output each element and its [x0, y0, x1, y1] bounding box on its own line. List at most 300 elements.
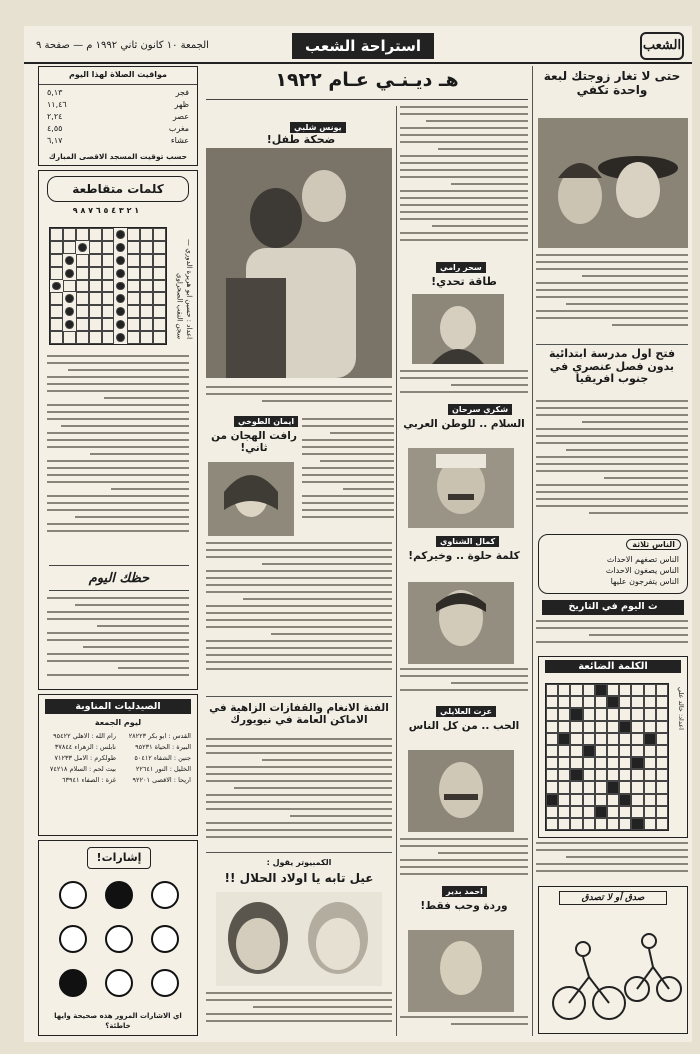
- prayer-row: مغرب ٤,٥٥: [47, 123, 189, 133]
- lost-word-cell[interactable]: [644, 721, 656, 733]
- lost-word-cell[interactable]: [644, 757, 656, 769]
- crossword-cell[interactable]: [50, 228, 63, 241]
- article-text: [400, 1016, 528, 1036]
- article-text: [536, 254, 688, 340]
- crossword-cell[interactable]: [50, 267, 63, 280]
- lost-word-cell[interactable]: [570, 708, 582, 720]
- crossword-cell[interactable]: [76, 305, 89, 318]
- crossword-cell[interactable]: [50, 241, 63, 254]
- lost-word-cell[interactable]: [607, 733, 619, 745]
- lost-word-cell[interactable]: [619, 769, 631, 781]
- lost-word-cell[interactable]: [619, 696, 631, 708]
- crossword-cell[interactable]: [102, 254, 115, 267]
- crossword-cell[interactable]: [116, 320, 125, 329]
- column-title: السلام .. للوطن العربي: [403, 418, 525, 430]
- crossword-cell[interactable]: [127, 228, 140, 241]
- lost-word-cell[interactable]: [656, 721, 668, 733]
- lost-word-cell[interactable]: [570, 696, 582, 708]
- crossword-cell[interactable]: [140, 254, 153, 267]
- lost-word-cell[interactable]: [644, 794, 656, 806]
- crossword-cell[interactable]: [116, 269, 125, 278]
- section-title: استراحة الشعب: [292, 33, 434, 59]
- lost-word-cell[interactable]: [607, 781, 619, 793]
- crossword-cell[interactable]: [63, 241, 76, 254]
- traffic-sign-icon: [151, 925, 179, 953]
- lost-word-cell[interactable]: [656, 733, 668, 745]
- lost-word-cell[interactable]: [644, 818, 656, 830]
- lost-word-cell[interactable]: [595, 806, 607, 818]
- crossword-cell[interactable]: [76, 292, 89, 305]
- crossword-cell[interactable]: [89, 228, 102, 241]
- lost-word-cell[interactable]: [546, 757, 558, 769]
- crossword-grid: [49, 227, 167, 345]
- lost-word-cell[interactable]: [570, 794, 582, 806]
- lost-word-cell[interactable]: [558, 769, 570, 781]
- lost-word-cell[interactable]: [583, 818, 595, 830]
- crossword-cell[interactable]: [50, 318, 63, 331]
- crossword-cell[interactable]: [78, 243, 87, 252]
- column-author: سحر رامي: [436, 262, 486, 273]
- crossword-cell[interactable]: [102, 331, 115, 344]
- column-title: الحب .. من كل الناس: [408, 720, 520, 732]
- prayer-footer: حسب توقيت المسجد الاقصى المبارك: [48, 151, 188, 161]
- crossword-cell[interactable]: [127, 254, 140, 267]
- lost-word-cell[interactable]: [631, 806, 643, 818]
- crossword-cell[interactable]: [102, 318, 115, 331]
- crossword-cell[interactable]: [63, 331, 76, 344]
- lost-word-cell[interactable]: [595, 781, 607, 793]
- signs-footer: اي الاشارات المرور هذه صحيحة وايها خاطئة؟: [54, 1012, 182, 1030]
- lost-word-cell[interactable]: [644, 769, 656, 781]
- lost-word-cell[interactable]: [583, 794, 595, 806]
- crossword-cell[interactable]: [65, 320, 74, 329]
- crossword-box: [38, 170, 198, 690]
- column-photo: [412, 294, 504, 364]
- newspaper-page: [24, 26, 692, 1042]
- lost-word-cell[interactable]: [583, 806, 595, 818]
- crossword-cell[interactable]: [140, 292, 153, 305]
- lost-word-cell[interactable]: [558, 708, 570, 720]
- crossword-cell[interactable]: [140, 318, 153, 331]
- lost-word-cell[interactable]: [631, 733, 643, 745]
- lost-word-cell[interactable]: [570, 806, 582, 818]
- trends-text: [206, 738, 392, 848]
- lost-word-cell[interactable]: [631, 708, 643, 720]
- article-text: [400, 838, 528, 882]
- crossword-cell[interactable]: [102, 305, 115, 318]
- crossword-cell[interactable]: [89, 331, 102, 344]
- column-author: شكري سرحان: [448, 404, 512, 415]
- crossword-cell[interactable]: [50, 331, 63, 344]
- lost-word-clues: [536, 842, 688, 880]
- traffic-sign-icon: [59, 925, 87, 953]
- issue-date: الجمعة ١٠ كانون ثاني ١٩٩٢ م — صفحة ٩: [36, 40, 209, 51]
- crossword-cell[interactable]: [76, 228, 89, 241]
- lost-word-cell[interactable]: [644, 733, 656, 745]
- pharmacy-item: غزة : الصفاء ٦٣٩٤١: [62, 776, 116, 785]
- lost-word-cell[interactable]: [558, 684, 570, 696]
- lost-word-cell[interactable]: [570, 684, 582, 696]
- crossword-cell[interactable]: [50, 292, 63, 305]
- lost-word-cell[interactable]: [595, 733, 607, 745]
- lost-word-cell[interactable]: [619, 794, 631, 806]
- horoscope-title: حظك اليوم: [49, 565, 189, 591]
- traffic-sign-icon: [59, 881, 87, 909]
- crossword-cell[interactable]: [153, 318, 166, 331]
- lost-word-cell[interactable]: [546, 769, 558, 781]
- traffic-sign-icon: [105, 925, 133, 953]
- lost-word-cell[interactable]: [607, 794, 619, 806]
- crossword-cell[interactable]: [116, 243, 125, 252]
- lost-word-cell[interactable]: [631, 745, 643, 757]
- crossword-cell[interactable]: [102, 228, 115, 241]
- lost-word-cell[interactable]: [570, 769, 582, 781]
- crossword-credit: اعداد : حسين ابو هريرة الدوري — سجن النقب الصحراوي: [175, 238, 193, 339]
- prayer-title: مواقيت الصلاة لهذا اليوم: [39, 67, 197, 85]
- lost-word-cell[interactable]: [619, 818, 631, 830]
- traffic-sign-icon: [105, 969, 133, 997]
- crossword-cell[interactable]: [140, 331, 153, 344]
- lost-word-cell[interactable]: [644, 781, 656, 793]
- lost-word-cell[interactable]: [607, 769, 619, 781]
- crossword-cell[interactable]: [153, 267, 166, 280]
- prayer-times-box: [38, 66, 198, 166]
- lost-word-cell[interactable]: [607, 745, 619, 757]
- crossword-cell[interactable]: [153, 228, 166, 241]
- lost-word-cell[interactable]: [546, 733, 558, 745]
- lost-word-cell[interactable]: [631, 818, 643, 830]
- crossword-cell[interactable]: [76, 318, 89, 331]
- crossword-cell[interactable]: [89, 280, 102, 293]
- lost-word-cell[interactable]: [656, 757, 668, 769]
- page-header: [24, 26, 692, 64]
- signs-title: إشارات!: [87, 847, 151, 869]
- lost-word-cell[interactable]: [656, 806, 668, 818]
- crossword-cell[interactable]: [127, 331, 140, 344]
- crossword-cell[interactable]: [153, 280, 166, 293]
- lost-word-cell[interactable]: [583, 745, 595, 757]
- quote-line: الناس يصغون الاحداث: [605, 566, 679, 575]
- crossword-cell[interactable]: [140, 241, 153, 254]
- crossword-cell[interactable]: [102, 267, 115, 280]
- pharmacy-item: رام الله : الاهلي ٩٥٤٢٢: [53, 731, 116, 740]
- quote-box: [538, 534, 688, 594]
- lost-word-cell[interactable]: [583, 781, 595, 793]
- lost-word-cell[interactable]: [656, 684, 668, 696]
- crossword-cell[interactable]: [89, 267, 102, 280]
- lost-word-cell[interactable]: [558, 806, 570, 818]
- column-photo: [408, 750, 514, 832]
- crossword-cell[interactable]: [127, 280, 140, 293]
- lost-word-cell[interactable]: [583, 757, 595, 769]
- lost-word-cell[interactable]: [631, 721, 643, 733]
- crossword-cell[interactable]: [127, 267, 140, 280]
- lost-word-cell[interactable]: [558, 745, 570, 757]
- column-photo: [408, 930, 514, 1012]
- signs-box: [38, 840, 198, 1036]
- crossword-column-numbers: ١ ٢ ٣ ٤ ٥ ٦ ٧ ٨ ٩: [72, 206, 140, 215]
- lost-word-cell[interactable]: [570, 733, 582, 745]
- lost-word-cell[interactable]: [656, 696, 668, 708]
- quote-label: الناس ثلاثة: [626, 539, 681, 550]
- quote-line: الناس يتفرجون عليها: [610, 577, 679, 586]
- crossword-cell[interactable]: [76, 254, 89, 267]
- crossword-cell[interactable]: [127, 292, 140, 305]
- lost-word-cell[interactable]: [558, 781, 570, 793]
- lost-word-cell[interactable]: [619, 733, 631, 745]
- lost-word-grid: [545, 683, 669, 831]
- crossword-cell[interactable]: [102, 280, 115, 293]
- article-text: [206, 386, 392, 412]
- crossword-cell[interactable]: [140, 280, 153, 293]
- crossword-cell[interactable]: [127, 305, 140, 318]
- lost-word-cell[interactable]: [607, 708, 619, 720]
- crossword-cell[interactable]: [153, 292, 166, 305]
- lost-word-cell[interactable]: [631, 781, 643, 793]
- lost-word-cell[interactable]: [644, 696, 656, 708]
- couple-photo: [538, 118, 688, 248]
- crossword-cell[interactable]: [76, 267, 89, 280]
- computer-kicker: الكمبيوتر يقول :: [266, 858, 332, 867]
- lost-word-cell[interactable]: [607, 757, 619, 769]
- lost-word-cell[interactable]: [644, 684, 656, 696]
- crossword-cell[interactable]: [89, 292, 102, 305]
- lost-word-cell[interactable]: [546, 794, 558, 806]
- computer-headline: عيل تابه يا اولاد الحلال !!: [224, 871, 374, 885]
- crossword-title: كلمات متقاطعة: [47, 176, 189, 202]
- lost-word-cell[interactable]: [607, 696, 619, 708]
- lost-word-cell[interactable]: [583, 684, 595, 696]
- crossword-cell[interactable]: [116, 282, 125, 291]
- crossword-cell[interactable]: [102, 241, 115, 254]
- article-text: [206, 542, 392, 692]
- crossword-cell[interactable]: [89, 241, 102, 254]
- crossword-cell[interactable]: [89, 305, 102, 318]
- lost-word-cell[interactable]: [631, 794, 643, 806]
- lost-word-cell[interactable]: [546, 781, 558, 793]
- pharmacies-subtitle: ليوم الجمعة: [94, 718, 142, 727]
- pharmacy-item: الخليل : النور ٢٢٦٤١: [135, 764, 191, 773]
- pharmacy-item: البيرة : الحياة ٩٥٢٣١: [135, 742, 191, 751]
- pharmacy-item: بيت لحم : السلام ٧٤٢١٨: [49, 764, 116, 773]
- pharmacies-box: [38, 694, 198, 836]
- lost-word-cell[interactable]: [546, 818, 558, 830]
- article-text: [400, 668, 528, 698]
- quote-line: الناس تصغهم الاحداث: [606, 555, 679, 564]
- pharmacies-title: الصيدليات المناوبة: [45, 699, 191, 714]
- cyclists-cartoon-icon: [539, 911, 688, 1031]
- column-title: طاقة تحدي!: [431, 275, 497, 288]
- traffic-sign-icon: [151, 969, 179, 997]
- lost-word-cell[interactable]: [558, 696, 570, 708]
- lost-word-cell[interactable]: [570, 757, 582, 769]
- school-headline: فتح اول مدرسة ابتدائية بدون فصل عنصري في جنوب افريقيا: [548, 347, 676, 386]
- lost-word-cell[interactable]: [656, 745, 668, 757]
- column-photo: [408, 448, 514, 528]
- lost-word-cell[interactable]: [558, 794, 570, 806]
- prayer-list: [39, 85, 197, 151]
- computer-text: [206, 992, 392, 1032]
- main-photo-title: ضحكة طفل!: [266, 133, 336, 146]
- crossword-cell[interactable]: [153, 241, 166, 254]
- crossword-cell[interactable]: [65, 269, 74, 278]
- pharmacy-item: اريحا : الاقصى ٩٢٢٠١: [132, 776, 191, 785]
- lost-word-cell[interactable]: [546, 745, 558, 757]
- crossword-cell[interactable]: [76, 331, 89, 344]
- lost-word-cell[interactable]: [595, 721, 607, 733]
- lost-word-cell[interactable]: [595, 696, 607, 708]
- history-title: ث اليوم في التاريخ: [542, 600, 684, 615]
- newspaper-logo: الشعب: [640, 32, 684, 60]
- lost-word-cell[interactable]: [631, 696, 643, 708]
- trends-headline: الفنة الانغام والقفازات الزاهية في الاماكن العامة في نيويورك: [209, 702, 389, 727]
- lost-word-cell[interactable]: [583, 769, 595, 781]
- lost-word-cell[interactable]: [546, 708, 558, 720]
- lost-word-cell[interactable]: [558, 721, 570, 733]
- lost-word-cell[interactable]: [656, 818, 668, 830]
- pharmacy-item: نابلس : الزهراء ٣٧٨٤٤: [54, 742, 116, 751]
- lost-word-cell[interactable]: [595, 769, 607, 781]
- school-text: [536, 400, 688, 530]
- children-photos: [216, 892, 382, 986]
- lost-word-cell[interactable]: [644, 806, 656, 818]
- lost-word-cell[interactable]: [595, 818, 607, 830]
- lost-word-cell[interactable]: [656, 781, 668, 793]
- lost-word-cell[interactable]: [558, 818, 570, 830]
- lost-word-cell[interactable]: [631, 684, 643, 696]
- column-title: رافت الهجان من ثاني!: [211, 430, 297, 455]
- crossword-clues: [47, 355, 189, 555]
- crossword-cell[interactable]: [127, 318, 140, 331]
- crossword-cell[interactable]: [153, 331, 166, 344]
- lost-word-cell[interactable]: [619, 781, 631, 793]
- column-text: [400, 370, 528, 400]
- pharmacy-item: جنين : الشفاء ٥٠٤١٢: [134, 753, 191, 762]
- crossword-cell[interactable]: [52, 282, 61, 291]
- lost-word-cell[interactable]: [595, 708, 607, 720]
- lost-word-cell[interactable]: [619, 806, 631, 818]
- crossword-cell[interactable]: [63, 280, 76, 293]
- crossword-cell[interactable]: [140, 305, 153, 318]
- lost-word-cell[interactable]: [607, 684, 619, 696]
- traffic-sign-icon: [105, 881, 133, 909]
- crossword-cell[interactable]: [127, 241, 140, 254]
- lost-word-cell[interactable]: [631, 769, 643, 781]
- lost-word-cell[interactable]: [546, 721, 558, 733]
- crossword-cell[interactable]: [102, 292, 115, 305]
- crossword-cell[interactable]: [65, 256, 74, 265]
- column-title: وردة وحب فقط!: [420, 900, 508, 912]
- lost-word-cell[interactable]: [570, 818, 582, 830]
- column-photo: [408, 582, 514, 664]
- crossword-cell[interactable]: [116, 307, 125, 316]
- prayer-row: فجر ٥,١٣: [47, 87, 189, 97]
- lost-word-cell[interactable]: [583, 721, 595, 733]
- pharmacy-item: القدس : ابو بكر ٢٨٢٢٣: [128, 731, 191, 740]
- horoscope-text: [47, 597, 189, 685]
- lost-word-cell[interactable]: [595, 757, 607, 769]
- traffic-sign-icon: [59, 969, 87, 997]
- crossword-cell[interactable]: [89, 318, 102, 331]
- lost-word-cell[interactable]: [558, 757, 570, 769]
- lost-word-cell[interactable]: [558, 733, 570, 745]
- lost-word-cell[interactable]: [656, 708, 668, 720]
- lost-word-cell[interactable]: [583, 708, 595, 720]
- pharmacies-list: [39, 729, 197, 787]
- traffic-sign-icon: [151, 881, 179, 909]
- lost-word-cell[interactable]: [546, 806, 558, 818]
- lost-word-cell[interactable]: [619, 757, 631, 769]
- lost-word-box: [538, 656, 688, 838]
- cartoon-box: [538, 886, 688, 1034]
- lost-word-cell[interactable]: [644, 745, 656, 757]
- lost-word-cell[interactable]: [607, 818, 619, 830]
- column-author: عزت العلايلي: [436, 706, 496, 717]
- crossword-cell[interactable]: [50, 254, 63, 267]
- lost-word-cell[interactable]: [619, 745, 631, 757]
- lost-word-cell[interactable]: [631, 757, 643, 769]
- lost-word-cell[interactable]: [595, 745, 607, 757]
- lost-word-cell[interactable]: [656, 794, 668, 806]
- lost-word-cell[interactable]: [595, 684, 607, 696]
- crossword-cell[interactable]: [140, 267, 153, 280]
- history-text: [536, 620, 688, 650]
- lost-word-cell[interactable]: [619, 708, 631, 720]
- crossword-cell[interactable]: [116, 294, 125, 303]
- crossword-cell[interactable]: [140, 228, 153, 241]
- article-text: [302, 418, 394, 538]
- column-author: احمد بدير: [442, 886, 487, 897]
- column-author: ايمان الطوخي: [234, 416, 298, 427]
- photo-placeholder-icon: [206, 148, 392, 378]
- lost-word-cell[interactable]: [595, 794, 607, 806]
- crossword-cell[interactable]: [89, 254, 102, 267]
- article-text: [400, 106, 528, 256]
- lost-word-cell[interactable]: [583, 696, 595, 708]
- main-photo-author: يونس شلبي: [290, 122, 346, 133]
- lost-word-cell[interactable]: [570, 721, 582, 733]
- crossword-cell[interactable]: [153, 305, 166, 318]
- lost-word-cell[interactable]: [570, 745, 582, 757]
- lost-word-cell[interactable]: [583, 733, 595, 745]
- lost-word-title: الكلمة الضائعة: [545, 660, 681, 673]
- crossword-cell[interactable]: [116, 230, 125, 239]
- lost-word-cell[interactable]: [644, 708, 656, 720]
- crossword-cell[interactable]: [50, 305, 63, 318]
- pharmacy-item: طولكرم : الامل ٧١٢٣٣: [54, 753, 116, 762]
- main-photo: [206, 148, 392, 378]
- crossword-cell[interactable]: [65, 294, 74, 303]
- lost-word-cell[interactable]: [546, 684, 558, 696]
- crossword-cell[interactable]: [65, 307, 74, 316]
- lost-word-cell[interactable]: [570, 781, 582, 793]
- crossword-cell[interactable]: [76, 280, 89, 293]
- lost-word-cell[interactable]: [619, 721, 631, 733]
- lost-word-cell[interactable]: [607, 721, 619, 733]
- lost-word-cell[interactable]: [546, 696, 558, 708]
- crossword-cell[interactable]: [116, 333, 125, 342]
- lost-word-cell[interactable]: [619, 684, 631, 696]
- column-title: كلمة حلوة .. وخيركم!: [408, 550, 520, 562]
- lost-word-cell[interactable]: [656, 769, 668, 781]
- crossword-cell[interactable]: [153, 254, 166, 267]
- lost-word-cell[interactable]: [607, 806, 619, 818]
- right-top-headline: حتى لا تغار زوجتك لبعة واحدة تكفي: [543, 69, 681, 97]
- crossword-cell[interactable]: [63, 228, 76, 241]
- main-headline: هـ ديـنـي عـام ١٩٢٢: [206, 70, 528, 100]
- prayer-row: عشاء ٦,١٧: [47, 135, 189, 145]
- crossword-cell[interactable]: [116, 256, 125, 265]
